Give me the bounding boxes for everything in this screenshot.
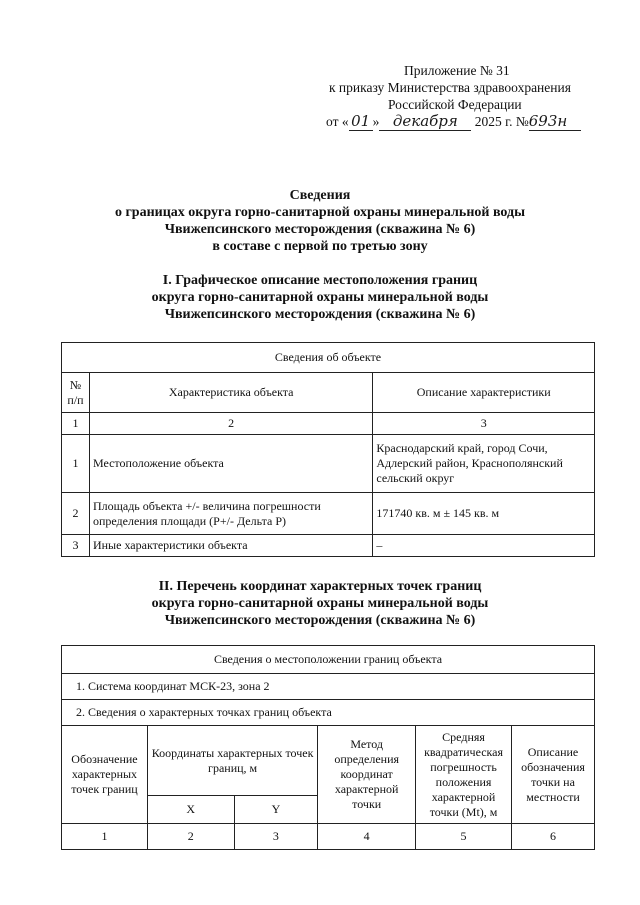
header-y: Y	[234, 796, 318, 824]
section-1-heading	[0, 272, 640, 323]
appendix-header	[326, 62, 616, 131]
section-2-heading	[0, 578, 640, 629]
coordinates-table	[61, 645, 595, 850]
header-number: № п/п	[62, 373, 90, 413]
title-line-1: Сведения	[289, 188, 351, 203]
header-error: Средняя квадратическая погрешность положения характерной точки (Mt), м	[416, 726, 512, 824]
row-number: 3	[62, 535, 90, 557]
header-point-description: Описание обозначения точки на местности	[512, 726, 595, 824]
column-number: 3	[373, 413, 595, 435]
title-line-3: Чвижепсинского месторождения (скважина № 6)	[164, 222, 476, 237]
column-number: 4	[318, 824, 416, 850]
table-row	[62, 493, 595, 535]
section-1-line-1: I. Графическое описание местоположения границ	[162, 273, 478, 288]
section-1-line-2: округа горно-санитарной охраны минеральной воды	[151, 290, 489, 305]
row-characteristic: Площадь объекта +/- величина погрешности определения площади (Р+/- Дельта Р)	[89, 493, 372, 535]
year-text: 2025 г. №	[474, 114, 529, 129]
handwritten-day: 01	[349, 113, 373, 131]
table-caption: Сведения о местоположении границ объекта	[62, 646, 595, 674]
header-designation: Обозначение характерных точек границ	[62, 726, 148, 824]
section-2-line-1: II. Перечень координат характерных точек границ	[158, 579, 482, 594]
row-number: 1	[62, 435, 90, 493]
document-title	[0, 187, 640, 255]
row-characteristic: Иные характеристики объекта	[89, 535, 372, 557]
header-x: X	[147, 796, 234, 824]
object-info-table	[61, 342, 595, 557]
handwritten-month: декабря	[379, 113, 471, 131]
from-prefix: от «	[326, 114, 349, 129]
row-description: –	[373, 535, 595, 557]
header-method: Метод определения координат характерной точки	[318, 726, 416, 824]
title-line-2: о границах округа горно-санитарной охраны минеральной воды	[114, 205, 526, 220]
title-line-4: в составе с первой по третью зону	[212, 239, 428, 254]
row-description: Краснодарский край, город Сочи, Адлерский район, Краснополянский сельский округ	[373, 435, 595, 493]
header-coordinates: Координаты характерных точек границ, м	[147, 726, 317, 796]
federation-line: Российской Федерации	[388, 97, 522, 112]
handwritten-order-number: 693н	[529, 113, 581, 131]
row-characteristic: Местоположение объекта	[89, 435, 372, 493]
quote-close: »	[372, 114, 380, 129]
order-date-line	[326, 113, 616, 131]
column-number: 5	[416, 824, 512, 850]
column-number: 3	[234, 824, 318, 850]
table-row	[62, 535, 595, 557]
row-number: 2	[62, 493, 90, 535]
table-row	[62, 435, 595, 493]
header-description: Описание характеристики	[373, 373, 595, 413]
section-2-line-3: Чвижепсинского месторождения (скважина № 6)	[164, 613, 476, 628]
appendix-number: Приложение № 31	[404, 63, 510, 78]
column-number: 1	[62, 824, 148, 850]
coordinate-system: 1. Система координат МСК-23, зона 2	[62, 674, 595, 700]
column-number: 1	[62, 413, 90, 435]
column-number: 2	[147, 824, 234, 850]
section-2-line-2: округа горно-санитарной охраны минеральной воды	[151, 596, 489, 611]
points-info-title: 2. Сведения о характерных точках границ объекта	[62, 700, 595, 726]
column-number: 2	[89, 413, 372, 435]
order-line: к приказу Министерства здравоохранения	[329, 80, 571, 95]
section-1-line-3: Чвижепсинского месторождения (скважина № 6)	[164, 307, 476, 322]
row-description: 171740 кв. м ± 145 кв. м	[373, 493, 595, 535]
column-number: 6	[512, 824, 595, 850]
header-characteristic: Характеристика объекта	[89, 373, 372, 413]
table-caption: Сведения об объекте	[62, 343, 595, 373]
